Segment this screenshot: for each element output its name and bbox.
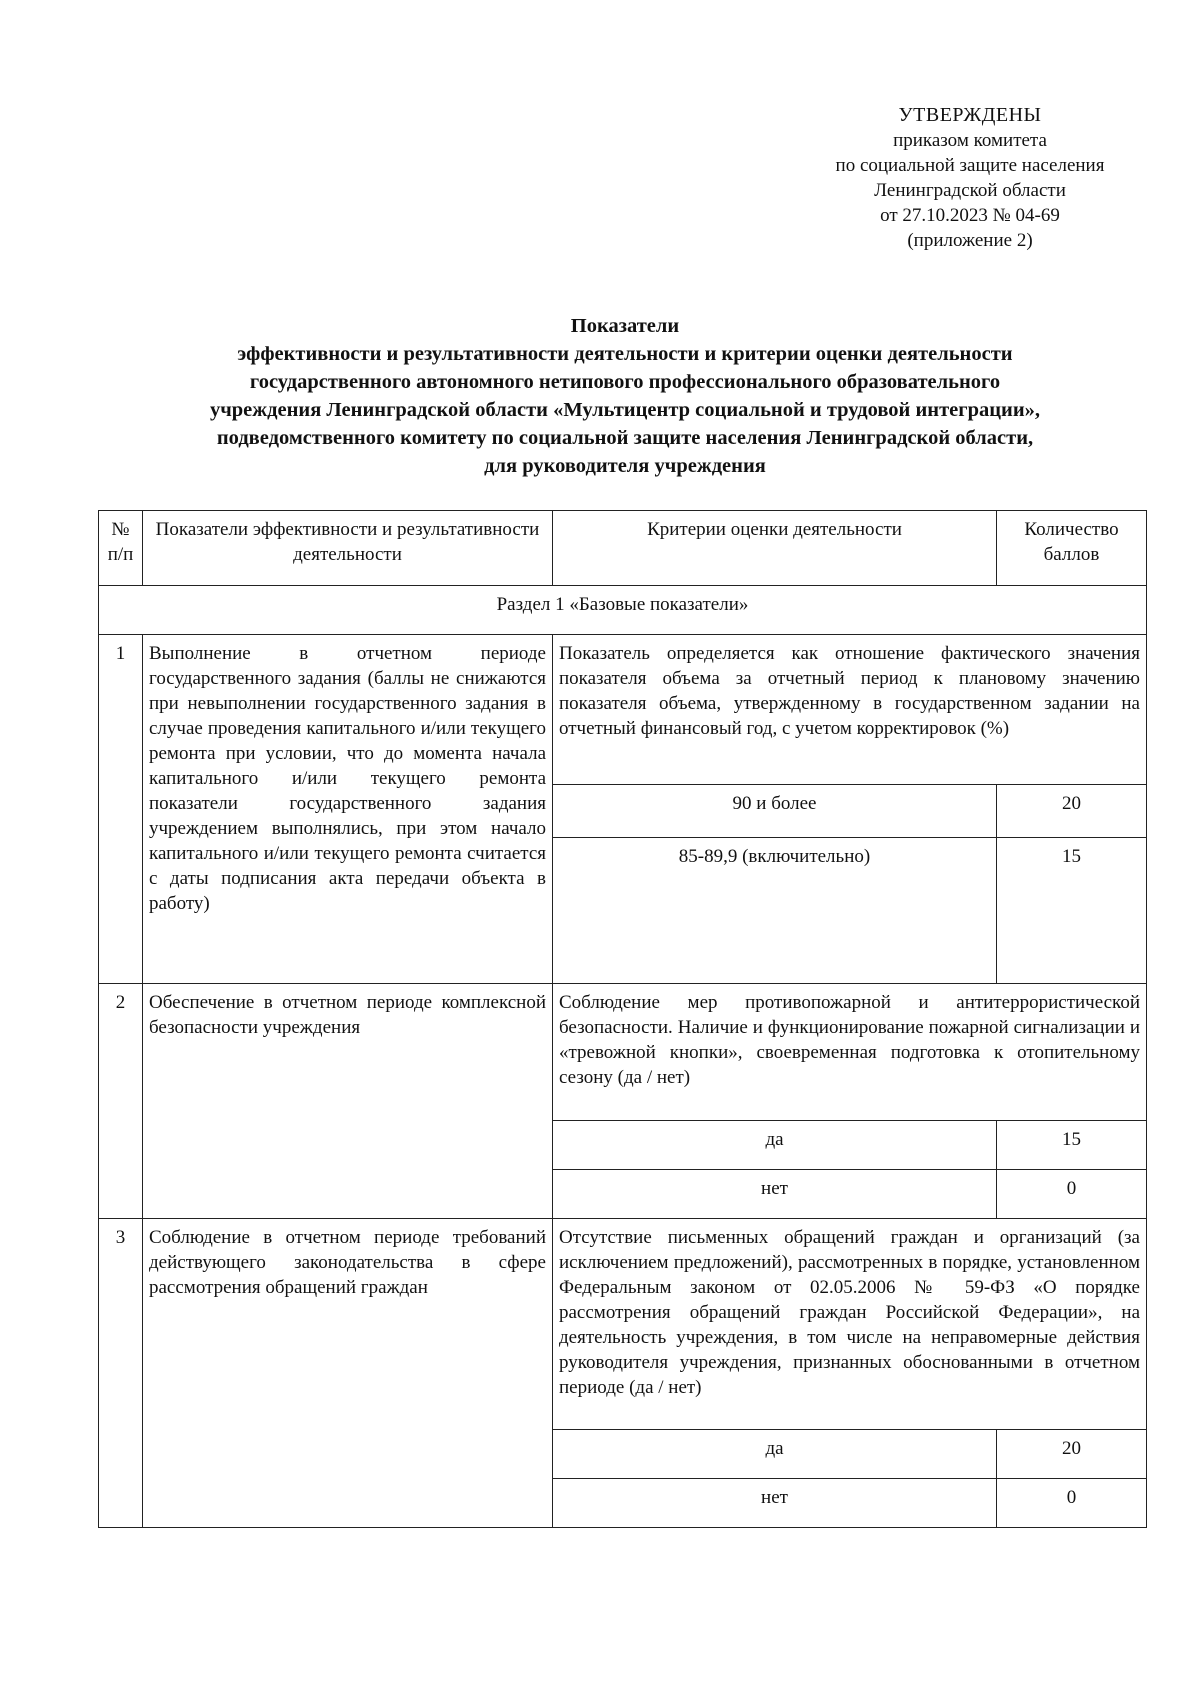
approval-line: по социальной защите населения: [835, 155, 1105, 176]
section-row: [99, 586, 1147, 635]
approval-head: УТВЕРЖДЕНЫ: [898, 104, 1042, 126]
option-points: 20: [997, 784, 1147, 838]
section-title: Раздел 1 «Базовые показатели»: [99, 586, 1147, 635]
table-row: [99, 984, 1147, 1121]
row-criteria: Соблюдение мер противопожарной и антитеррористической безопасности. Наличие и функционирование пожарной сигнализации и «тревожной кнопки», своевременная подготовка к отопительному сезону (да / нет): [553, 984, 1147, 1121]
row-criteria: Отсутствие письменных обращений граждан и организаций (за исключением предложений), рассмотренных в порядке, установленном Федеральным законом от 02.05.2006 № 59-ФЗ «О порядке рассмотрения обращений граждан Российской Федерации», на деятельность учреждения, в том числе на неправомерные действия руководителя учреждения, признанных обоснованными в отчетном периоде (да / нет): [553, 1219, 1147, 1430]
header-indicator: Показатели эффективности и результативности деятельности: [143, 511, 553, 586]
option-points: 0: [997, 1479, 1147, 1528]
option-label: 85-89,9 (включительно): [553, 838, 997, 984]
title-line: эффективности и результативности деятельности и критерии оценки деятельности: [237, 343, 1013, 365]
option-points: 15: [997, 1121, 1147, 1170]
row-num: 1: [99, 635, 143, 984]
option-label: 90 и более: [553, 784, 997, 838]
header-num: № п/п: [99, 511, 143, 586]
title-line: подведомственного комитету по социальной защите населения Ленинградской области,: [216, 427, 1034, 449]
title-line: Показатели: [570, 315, 680, 337]
row-indicator: Выполнение в отчетном периоде государственного задания (баллы не снижаются при невыполнении государственного задания в случае проведения капитального и/или текущего ремонта при условии, что до момента начала капитального и/или текущего ремонта показатели государственного задания учреждением выполнялись, при этом начало капитального и/или текущего ремонта считается с даты подписания акта передачи объекта в работу): [143, 635, 553, 984]
row-indicator: Соблюдение в отчетном периоде требований действующего законодательства в сфере рассмотрения обращений граждан: [143, 1219, 553, 1528]
approval-stamp: [790, 103, 1150, 253]
title-line: государственного автономного нетипового профессионального образовательного: [249, 371, 1001, 393]
table-row: [99, 1219, 1147, 1430]
option-points: 20: [997, 1430, 1147, 1479]
approval-line: Ленинградской области: [874, 180, 1066, 201]
table-row: [99, 635, 1147, 785]
title-line: для руководителя учреждения: [484, 455, 766, 477]
row-indicator: Обеспечение в отчетном периоде комплексной безопасности учреждения: [143, 984, 553, 1219]
indicators-table: [98, 510, 1147, 1528]
option-points: 15: [997, 838, 1147, 984]
option-label: нет: [553, 1479, 997, 1528]
option-label: да: [553, 1121, 997, 1170]
row-criteria: Показатель определяется как отношение фактического значения показателя объема за отчетный период к плановому значению показателя объема, утвержденному в государственном задании на отчетный финансовый год, с учетом корректировок (%): [553, 635, 1147, 785]
approval-line: приказом комитета: [893, 130, 1047, 151]
row-num: 3: [99, 1219, 143, 1528]
header-points: Количество баллов: [997, 511, 1147, 586]
approval-line: от 27.10.2023 № 04-69: [880, 205, 1060, 226]
document-title: [90, 312, 1160, 480]
option-label: да: [553, 1430, 997, 1479]
row-num: 2: [99, 984, 143, 1219]
title-line: учреждения Ленинградской области «Мультицентр социальной и трудовой интеграции»,: [209, 399, 1041, 421]
option-label: нет: [553, 1170, 997, 1219]
table-header-row: [99, 511, 1147, 586]
option-points: 0: [997, 1170, 1147, 1219]
header-criteria: Критерии оценки деятельности: [553, 511, 997, 586]
approval-line: (приложение 2): [907, 230, 1033, 251]
